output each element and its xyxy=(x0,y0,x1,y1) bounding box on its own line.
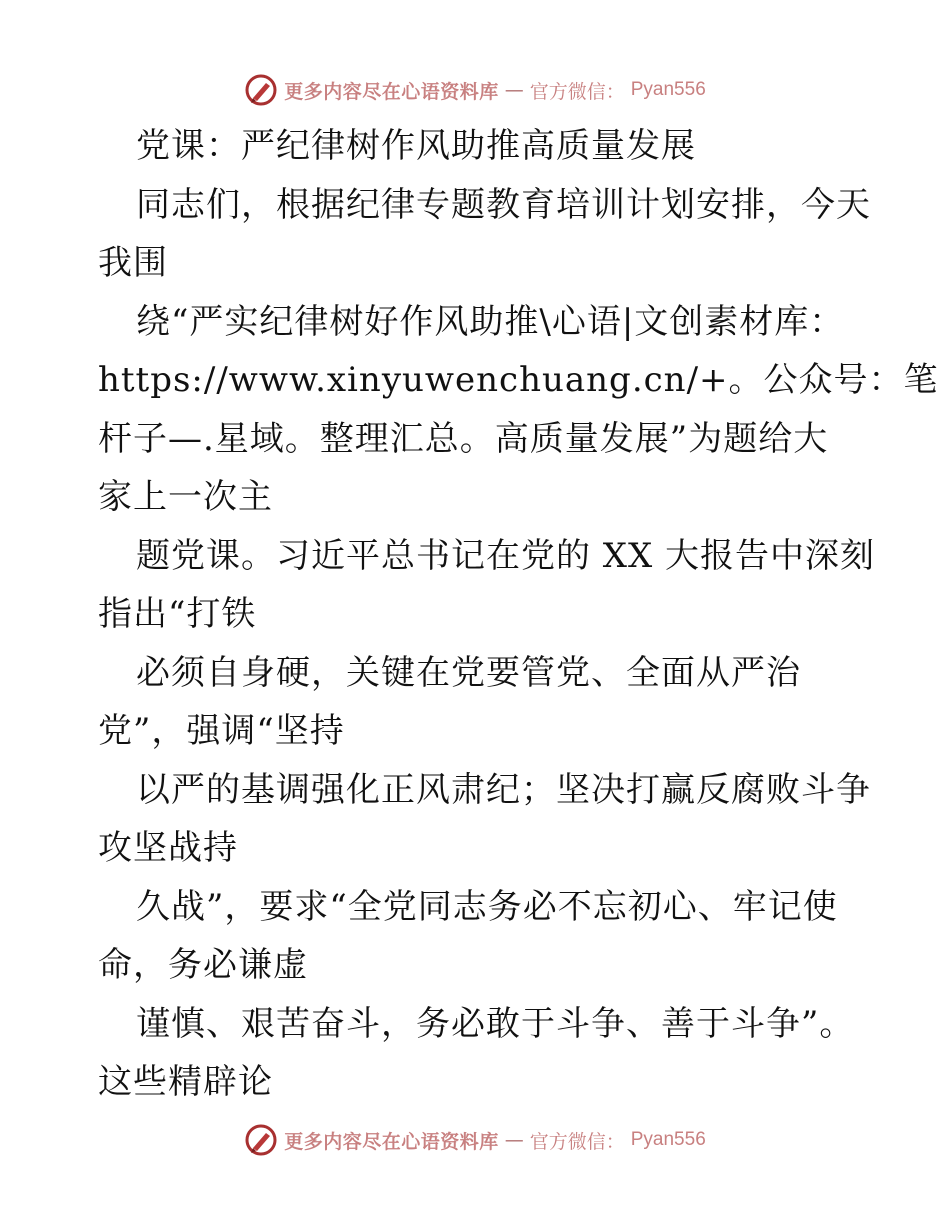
text-line: 必须自身硬，关键在党要管党、全面从严治 xyxy=(136,652,801,693)
header-banner-inner xyxy=(244,73,706,107)
text-line: 党”，强调“坚持 xyxy=(98,711,345,751)
text-line: 这些精辟论 xyxy=(98,1062,273,1102)
text-line: https://www.xinyuwenchuang.cn/+。公众号：笔 xyxy=(98,360,939,400)
banner-wechat-label: 官方微信： xyxy=(529,80,625,103)
text-line: 杆子—.星域。整理汇总。高质量发展”为题给大 xyxy=(98,418,829,459)
footer-banner-inner xyxy=(244,1123,706,1157)
banner-wechat-id: Pyan556 xyxy=(630,79,706,100)
text-line: 命，务必谦虚 xyxy=(98,945,308,985)
text-line: 以严的基调强化正风肃纪；坚决打赢反腐败斗争 xyxy=(136,769,871,810)
banner-text: 更多内容尽在心语资料库 xyxy=(284,80,499,103)
document-body xyxy=(98,117,939,1112)
banner-separator: — xyxy=(504,79,524,101)
text-line: 家上一次主 xyxy=(98,477,273,517)
text-line: 题党课。习近平总书记在党的 XX 大报告中深刻 xyxy=(136,535,876,576)
text-line: 指出“打铁 xyxy=(98,594,257,634)
text-line: 我围 xyxy=(98,243,168,283)
text-line: 久战”，要求“全党同志务必不忘初心、牢记使 xyxy=(136,886,838,927)
banner-separator: — xyxy=(504,1129,524,1151)
document-title: 党课：严纪律树作风助推高质量发展 xyxy=(136,126,696,166)
pen-logo-icon xyxy=(244,1123,278,1157)
text-line: 谨慎、艰苦奋斗，务必敢于斗争、善于斗争”。 xyxy=(136,1003,855,1044)
banner-wechat-label: 官方微信： xyxy=(529,1130,625,1153)
text-line: 绕“严实纪律树好作风助推\心语|文创素材库： xyxy=(136,301,845,342)
header-banner xyxy=(0,70,950,110)
text-line: 攻坚战持 xyxy=(98,828,238,868)
banner-text: 更多内容尽在心语资料库 xyxy=(284,1130,499,1153)
text-line: 同志们，根据纪律专题教育培训计划安排，今天 xyxy=(136,184,871,225)
pen-logo-icon xyxy=(244,73,278,107)
banner-wechat-id: Pyan556 xyxy=(630,1129,706,1150)
footer-banner xyxy=(0,1120,950,1160)
